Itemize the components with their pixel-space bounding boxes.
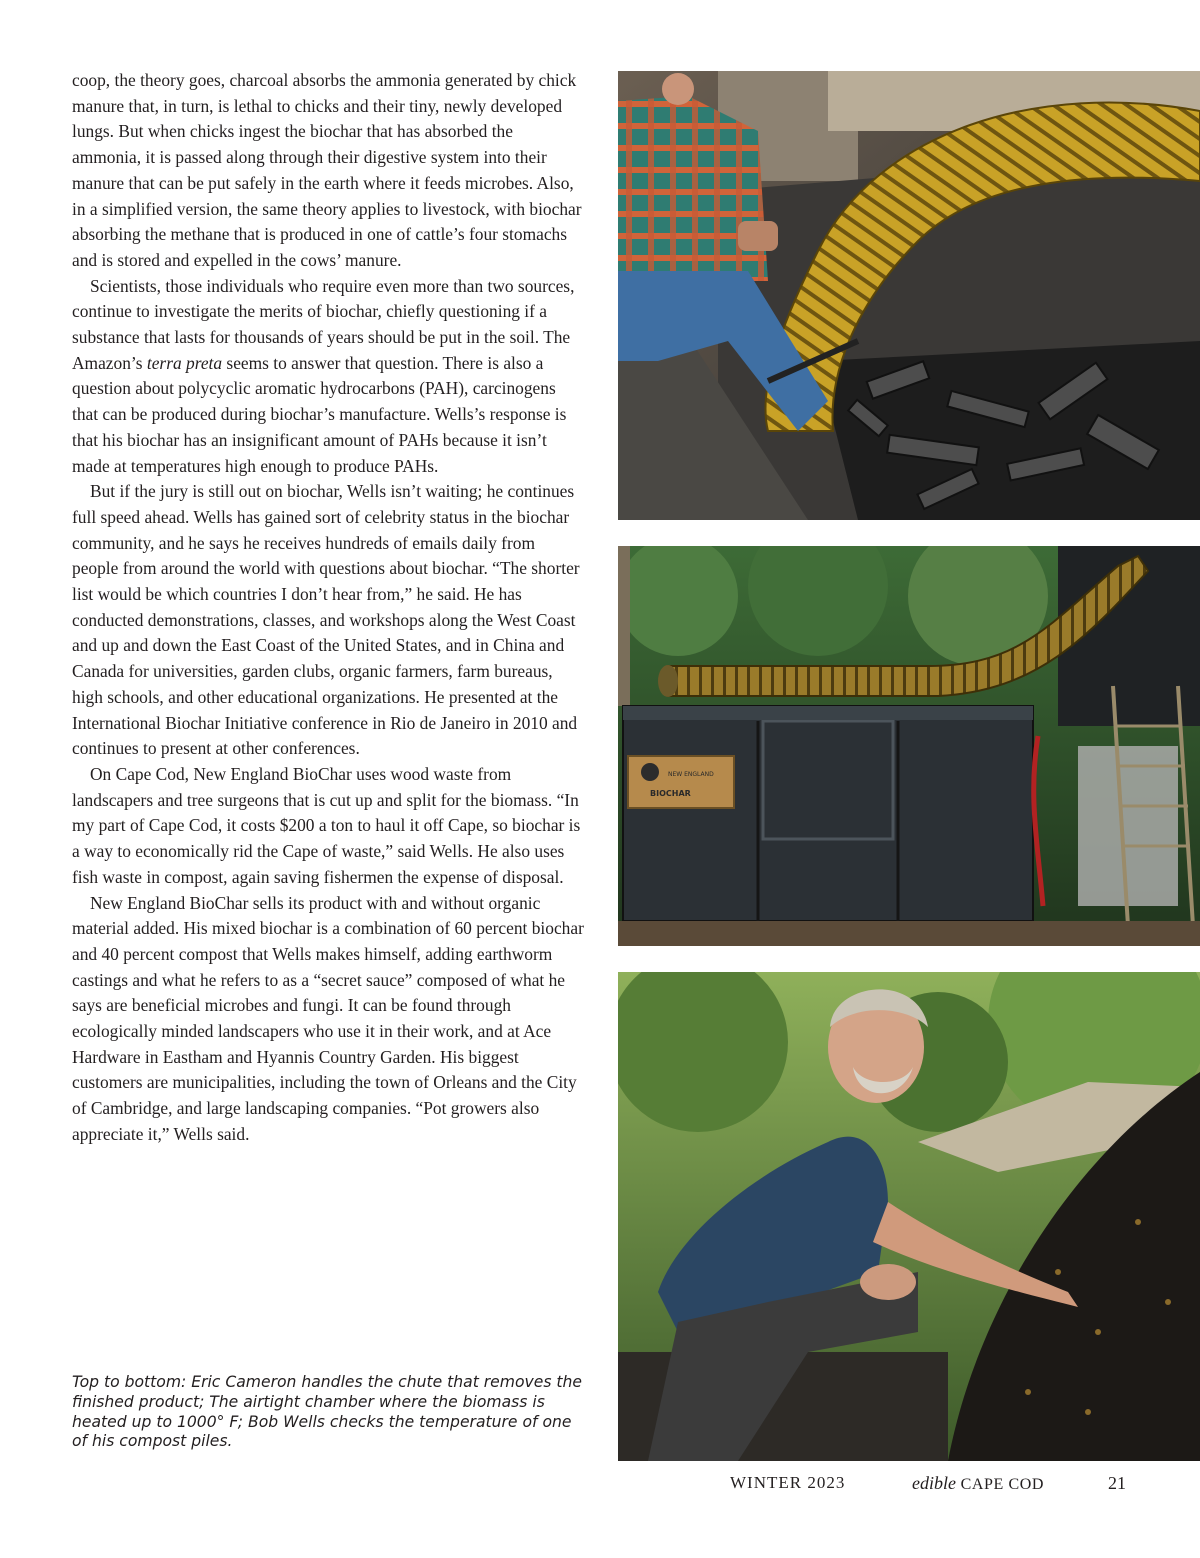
paragraph-text: seems to answer that question. There is also a question about polycyclic aromatic hydrocarbons (PAH), carcinogens that can be produced during biochar’s manufacture. Wells’s response is that his biochar has an insignificant amount of PAHs because it isn’t made at temperatures high enough to produce PAHs. [72,352,567,476]
photo-airtight-chamber-illustration [618,546,1200,946]
publication-name [912,1473,1044,1494]
paragraph-text: Scientists, those individuals who require even more than two sources, continue to investigate the merits of biochar, chiefly questioning if a substance that lasts for thousands of years should be put in the soil. The Amazon’s [72,275,575,373]
photo-airtight-chamber [618,546,1200,946]
article-paragraph [72,274,584,480]
chamber-sign-line1: NEW ENGLAND [668,771,714,778]
article-paragraph: coop, the theory goes, charcoal absorbs the ammonia generated by chick manure that, in turn, is lethal to chicks and their tiny, newly developed lungs. But when chicks ingest the biochar that has absorbed the ammonia, it is passed along through their digestive system into their manure that can be put safely in the earth where it feeds microbes. Also, in a simplified version, the same theory applies to livestock, with biochar absorbing the methane that is produced in one of cattle’s four stomachs and is stored and expelled in the cows’ manure. [72,70,582,270]
photo-chute-worker [618,71,1200,520]
issue-date: WINTER 2023 [730,1473,846,1492]
article-paragraph: On Cape Cod, New England BioChar uses wood waste from landscapers and tree surgeons that is cut up and split for the biomass. “In my part of Cape Cod, it costs $200 a ton to haul it off Cape, so biochar is a way to economically rid the Cape of waste,” said Wells. He also uses fish waste in compost, again saving fishermen the expense of disposal. [72,763,581,887]
emphasis-term: terra preta [146,352,223,373]
photo-compost-pile [618,972,1200,1461]
article-paragraph: New England BioChar sells its product with and without organic material added. His mixed biochar is a combination of 60 percent biochar and 40 percent compost that Wells makes himself, adding earthworm castings and what he refers to as a “secret sauce” composed of what he says are beneficial microbes and fungi. It can be found through ecologically minded landscapers who use it in their work, and at Ace Hardware in Eastham and Hyannis Country Garden. His biggest customers are municipalities, including the town of Orleans and the City of Cambridge, and large landscaping companies. “Pot growers also appreciate it,” Wells said. [72,892,584,1144]
page-number: 21 [1108,1473,1126,1493]
chamber-sign-line2: BIOCHAR [650,789,691,798]
page-footer [0,1473,1200,1499]
photo-caption: Top to bottom: Eric Cameron handles the chute that removes the finished product; The airtight chamber where the biomass is heated up to 1000° F; Bob Wells checks the temperature of one of his compost piles. [72,1373,582,1451]
photo-chute-worker-illustration [618,71,1200,520]
publication-name-italic: edible [912,1473,956,1493]
article-paragraph: But if the jury is still out on biochar, Wells isn’t waiting; he continues full speed ahead. Wells has gained sort of celebrity status in the biochar community, and he says he receives hundreds of emails daily from people from around the world with questions about biochar. “The shorter list would be which countries I don’t hear from,” he said. He has conducted demonstrations, classes, and workshops along the West Coast and up and down the East Coast of the United States, and in China and Canada for universities, garden clubs, organic farmers, farm bureaus, high schools, and other educational organizations. He presented at the International Biochar Initiative conference in Rio de Janeiro in 2010 and continues to present at other conferences. [72,481,580,759]
photo-compost-pile-illustration [618,972,1200,1461]
publication-name-rest: CAPE COD [955,1476,1045,1493]
article-body [72,68,584,1148]
